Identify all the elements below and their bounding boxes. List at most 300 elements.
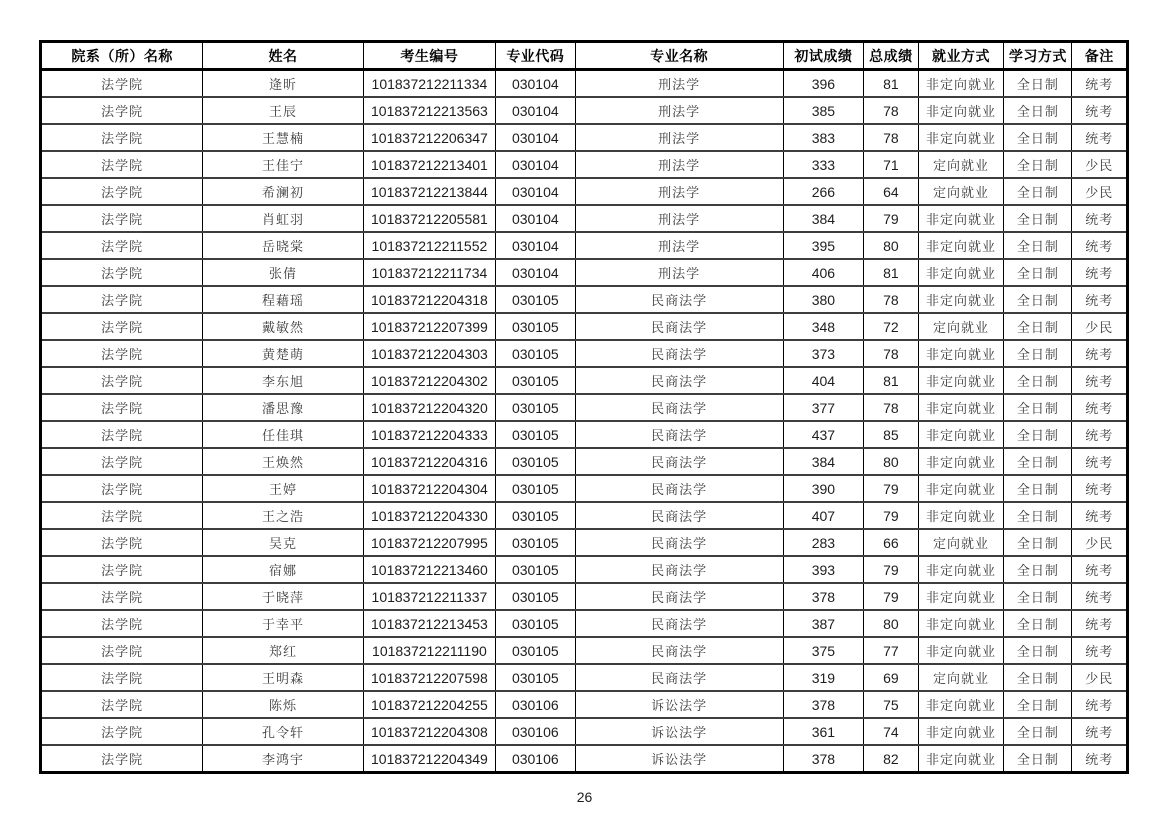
table-cell: 法学院 [41, 367, 203, 394]
table-cell: 非定向就业 [918, 205, 1004, 232]
table-cell: 101837212211190 [363, 637, 495, 664]
table-cell: 统考 [1072, 745, 1128, 773]
table-cell: 法学院 [41, 529, 203, 556]
table-cell: 全日制 [1004, 286, 1072, 313]
table-cell: 全日制 [1004, 637, 1072, 664]
table-cell: 395 [783, 232, 863, 259]
table-cell: 吴克 [203, 529, 363, 556]
table-cell: 全日制 [1004, 664, 1072, 691]
table-cell: 于晓萍 [203, 583, 363, 610]
table-cell: 78 [864, 286, 919, 313]
table-cell: 101837212213563 [363, 97, 495, 124]
table-cell: 王之浩 [203, 502, 363, 529]
table-cell: 法学院 [41, 637, 203, 664]
table-cell: 319 [783, 664, 863, 691]
table-cell: 程藉瑶 [203, 286, 363, 313]
table-cell: 统考 [1072, 124, 1128, 151]
table-cell: 定向就业 [918, 178, 1004, 205]
table-cell: 378 [783, 745, 863, 773]
table-row [41, 151, 1128, 178]
column-header: 总成绩 [864, 42, 919, 70]
header-row [41, 42, 1128, 70]
table-cell: 定向就业 [918, 529, 1004, 556]
table-cell: 全日制 [1004, 583, 1072, 610]
table-cell: 全日制 [1004, 745, 1072, 773]
table-cell: 少民 [1072, 151, 1128, 178]
table-row [41, 745, 1128, 773]
table-cell: 法学院 [41, 178, 203, 205]
table-cell: 81 [864, 70, 919, 98]
column-header: 就业方式 [918, 42, 1004, 70]
table-row [41, 583, 1128, 610]
table-cell: 民商法学 [575, 637, 783, 664]
table-cell: 少民 [1072, 313, 1128, 340]
table-row [41, 502, 1128, 529]
table-cell: 任佳琪 [203, 421, 363, 448]
table-cell: 法学院 [41, 259, 203, 286]
column-header: 学习方式 [1004, 42, 1072, 70]
table-cell: 李鸿宇 [203, 745, 363, 773]
table-cell: 101837212207399 [363, 313, 495, 340]
table-cell: 030105 [496, 313, 575, 340]
table-cell: 定向就业 [918, 151, 1004, 178]
table-cell: 030104 [496, 97, 575, 124]
table-cell: 非定向就业 [918, 259, 1004, 286]
column-header: 初试成绩 [783, 42, 863, 70]
table-cell: 406 [783, 259, 863, 286]
table-cell: 统考 [1072, 97, 1128, 124]
table-cell: 101837212211552 [363, 232, 495, 259]
table-cell: 030104 [496, 178, 575, 205]
table-cell: 101837212213844 [363, 178, 495, 205]
table-row [41, 691, 1128, 718]
table-row [41, 664, 1128, 691]
table-cell: 戴敏然 [203, 313, 363, 340]
table-cell: 定向就业 [918, 664, 1004, 691]
table-cell: 法学院 [41, 664, 203, 691]
table-cell: 非定向就业 [918, 637, 1004, 664]
table-row [41, 448, 1128, 475]
table-cell: 统考 [1072, 259, 1128, 286]
table-cell: 383 [783, 124, 863, 151]
table-cell: 民商法学 [575, 340, 783, 367]
table-cell: 民商法学 [575, 502, 783, 529]
table-cell: 79 [864, 583, 919, 610]
table-cell: 民商法学 [575, 448, 783, 475]
table-cell: 384 [783, 205, 863, 232]
table-cell: 非定向就业 [918, 97, 1004, 124]
table-cell: 民商法学 [575, 529, 783, 556]
table-cell: 101837212204308 [363, 718, 495, 745]
table-cell: 统考 [1072, 286, 1128, 313]
table-cell: 非定向就业 [918, 286, 1004, 313]
table-cell: 101837212213401 [363, 151, 495, 178]
table-cell: 80 [864, 610, 919, 637]
table-row [41, 637, 1128, 664]
table-cell: 肖虹羽 [203, 205, 363, 232]
table-cell: 101837212204330 [363, 502, 495, 529]
table-cell: 384 [783, 448, 863, 475]
table-cell: 法学院 [41, 97, 203, 124]
table-row [41, 178, 1128, 205]
column-header: 专业代码 [496, 42, 575, 70]
table-cell: 诉讼法学 [575, 691, 783, 718]
table-cell: 77 [864, 637, 919, 664]
table-cell: 民商法学 [575, 610, 783, 637]
table-row [41, 70, 1128, 98]
table-cell: 刑法学 [575, 205, 783, 232]
table-cell: 全日制 [1004, 529, 1072, 556]
table-cell: 非定向就业 [918, 475, 1004, 502]
table-cell: 101837212211334 [363, 70, 495, 98]
table-cell: 黄楚萌 [203, 340, 363, 367]
table-cell: 78 [864, 340, 919, 367]
table-cell: 387 [783, 610, 863, 637]
table-cell: 030105 [496, 583, 575, 610]
table-cell: 法学院 [41, 502, 203, 529]
table-cell: 统考 [1072, 340, 1128, 367]
table-cell: 030105 [496, 610, 575, 637]
column-header: 考生编号 [363, 42, 495, 70]
table-cell: 030105 [496, 556, 575, 583]
table-cell: 全日制 [1004, 151, 1072, 178]
table-cell: 全日制 [1004, 367, 1072, 394]
table-cell: 法学院 [41, 556, 203, 583]
table-cell: 030105 [496, 475, 575, 502]
table-cell: 101837212204320 [363, 394, 495, 421]
table-cell: 78 [864, 97, 919, 124]
table-cell: 王辰 [203, 97, 363, 124]
table-cell: 陈烁 [203, 691, 363, 718]
table-cell: 法学院 [41, 286, 203, 313]
table-cell: 李东旭 [203, 367, 363, 394]
table-cell: 378 [783, 691, 863, 718]
table-cell: 全日制 [1004, 124, 1072, 151]
table-cell: 郑红 [203, 637, 363, 664]
table-cell: 377 [783, 394, 863, 421]
table-cell: 378 [783, 583, 863, 610]
table-cell: 71 [864, 151, 919, 178]
table-cell: 全日制 [1004, 178, 1072, 205]
table-cell: 全日制 [1004, 97, 1072, 124]
table-cell: 030105 [496, 664, 575, 691]
table-cell: 张倩 [203, 259, 363, 286]
table-cell: 少民 [1072, 178, 1128, 205]
table-cell: 101837212207995 [363, 529, 495, 556]
table-cell: 少民 [1072, 529, 1128, 556]
table-row [41, 529, 1128, 556]
table-cell: 全日制 [1004, 610, 1072, 637]
table-cell: 法学院 [41, 340, 203, 367]
table-cell: 030105 [496, 421, 575, 448]
column-header: 备注 [1072, 42, 1128, 70]
table-cell: 030105 [496, 367, 575, 394]
table-cell: 266 [783, 178, 863, 205]
table-cell: 非定向就业 [918, 70, 1004, 98]
table-cell: 刑法学 [575, 151, 783, 178]
table-cell: 法学院 [41, 313, 203, 340]
table-cell: 全日制 [1004, 205, 1072, 232]
table-cell: 437 [783, 421, 863, 448]
table-cell: 030106 [496, 718, 575, 745]
table-row [41, 367, 1128, 394]
table-cell: 王佳宁 [203, 151, 363, 178]
table-cell: 101837212204255 [363, 691, 495, 718]
table-cell: 统考 [1072, 232, 1128, 259]
table-cell: 101837212204316 [363, 448, 495, 475]
table-row [41, 340, 1128, 367]
table-cell: 刑法学 [575, 124, 783, 151]
table-cell: 统考 [1072, 205, 1128, 232]
table-cell: 刑法学 [575, 178, 783, 205]
table-cell: 030104 [496, 232, 575, 259]
table-cell: 法学院 [41, 205, 203, 232]
table-cell: 非定向就业 [918, 367, 1004, 394]
table-cell: 79 [864, 556, 919, 583]
table-cell: 非定向就业 [918, 745, 1004, 773]
table-cell: 非定向就业 [918, 394, 1004, 421]
table-cell: 统考 [1072, 367, 1128, 394]
table-cell: 全日制 [1004, 232, 1072, 259]
table-cell: 101837212204333 [363, 421, 495, 448]
table-body [41, 70, 1128, 773]
table-cell: 75 [864, 691, 919, 718]
table-cell: 全日制 [1004, 340, 1072, 367]
table-cell: 396 [783, 70, 863, 98]
table-cell: 101837212204304 [363, 475, 495, 502]
table-cell: 民商法学 [575, 475, 783, 502]
table-cell: 刑法学 [575, 259, 783, 286]
table-cell: 定向就业 [918, 313, 1004, 340]
table-cell: 030106 [496, 745, 575, 773]
table-row [41, 232, 1128, 259]
table-cell: 030105 [496, 448, 575, 475]
table-cell: 全日制 [1004, 718, 1072, 745]
table-row [41, 610, 1128, 637]
table-cell: 民商法学 [575, 367, 783, 394]
table-cell: 民商法学 [575, 286, 783, 313]
table-cell: 030105 [496, 637, 575, 664]
table-cell: 潘思豫 [203, 394, 363, 421]
table-cell: 统考 [1072, 610, 1128, 637]
table-cell: 030104 [496, 151, 575, 178]
table-row [41, 97, 1128, 124]
table-cell: 101837212207598 [363, 664, 495, 691]
table-cell: 统考 [1072, 394, 1128, 421]
table-cell: 101837212213460 [363, 556, 495, 583]
table-cell: 101837212211337 [363, 583, 495, 610]
table-cell: 79 [864, 205, 919, 232]
table-cell: 72 [864, 313, 919, 340]
table-cell: 宿娜 [203, 556, 363, 583]
table-cell: 王婷 [203, 475, 363, 502]
page-number: 26 [576, 789, 593, 805]
table-cell: 385 [783, 97, 863, 124]
table-cell: 民商法学 [575, 556, 783, 583]
table-cell: 民商法学 [575, 313, 783, 340]
table-cell: 101837212204302 [363, 367, 495, 394]
table-cell: 81 [864, 367, 919, 394]
table-cell: 375 [783, 637, 863, 664]
table-cell: 刑法学 [575, 232, 783, 259]
table-cell: 民商法学 [575, 583, 783, 610]
table-cell: 统考 [1072, 583, 1128, 610]
admissions-table [39, 40, 1129, 774]
table-cell: 希澜初 [203, 178, 363, 205]
table-cell: 统考 [1072, 637, 1128, 664]
table-cell: 非定向就业 [918, 502, 1004, 529]
table-cell: 统考 [1072, 502, 1128, 529]
table-cell: 373 [783, 340, 863, 367]
table-cell: 统考 [1072, 448, 1128, 475]
table-cell: 少民 [1072, 664, 1128, 691]
table-cell: 法学院 [41, 124, 203, 151]
table-cell: 030104 [496, 259, 575, 286]
table-cell: 74 [864, 718, 919, 745]
table-row [41, 718, 1128, 745]
table-cell: 全日制 [1004, 259, 1072, 286]
table-header [41, 42, 1128, 70]
table-cell: 030105 [496, 529, 575, 556]
table-cell: 非定向就业 [918, 448, 1004, 475]
table-cell: 78 [864, 394, 919, 421]
table-cell: 390 [783, 475, 863, 502]
table-cell: 王慧楠 [203, 124, 363, 151]
table-row [41, 286, 1128, 313]
table-cell: 岳晓棠 [203, 232, 363, 259]
table-cell: 王明森 [203, 664, 363, 691]
table-cell: 030104 [496, 70, 575, 98]
table-cell: 孔令轩 [203, 718, 363, 745]
table-cell: 全日制 [1004, 502, 1072, 529]
table-row [41, 394, 1128, 421]
table-cell: 王焕然 [203, 448, 363, 475]
table-cell: 刑法学 [575, 97, 783, 124]
table-cell: 非定向就业 [918, 232, 1004, 259]
table-cell: 79 [864, 475, 919, 502]
table-row [41, 475, 1128, 502]
table-cell: 69 [864, 664, 919, 691]
table-cell: 66 [864, 529, 919, 556]
table-cell: 统考 [1072, 556, 1128, 583]
table-cell: 全日制 [1004, 691, 1072, 718]
table-cell: 法学院 [41, 394, 203, 421]
table-cell: 统考 [1072, 421, 1128, 448]
table-cell: 全日制 [1004, 475, 1072, 502]
table-cell: 78 [864, 124, 919, 151]
table-cell: 全日制 [1004, 394, 1072, 421]
table-cell: 于幸平 [203, 610, 363, 637]
table-cell: 101837212204318 [363, 286, 495, 313]
table-cell: 全日制 [1004, 556, 1072, 583]
table-cell: 非定向就业 [918, 124, 1004, 151]
table-cell: 统考 [1072, 70, 1128, 98]
table-cell: 79 [864, 502, 919, 529]
table-cell: 80 [864, 448, 919, 475]
table-cell: 81 [864, 259, 919, 286]
table-cell: 全日制 [1004, 421, 1072, 448]
table-cell: 民商法学 [575, 421, 783, 448]
table-cell: 诉讼法学 [575, 718, 783, 745]
table-cell: 101837212213453 [363, 610, 495, 637]
table-cell: 030105 [496, 502, 575, 529]
table-cell: 全日制 [1004, 313, 1072, 340]
table-cell: 101837212211734 [363, 259, 495, 286]
table-cell: 统考 [1072, 475, 1128, 502]
table-cell: 非定向就业 [918, 610, 1004, 637]
table-cell: 101837212205581 [363, 205, 495, 232]
table-cell: 非定向就业 [918, 421, 1004, 448]
table-cell: 407 [783, 502, 863, 529]
table-cell: 64 [864, 178, 919, 205]
table-cell: 统考 [1072, 691, 1128, 718]
table-cell: 101837212206347 [363, 124, 495, 151]
table-cell: 非定向就业 [918, 583, 1004, 610]
table-cell: 刑法学 [575, 70, 783, 98]
table-cell: 80 [864, 232, 919, 259]
table-cell: 101837212204303 [363, 340, 495, 367]
column-header: 专业名称 [575, 42, 783, 70]
table-cell: 法学院 [41, 745, 203, 773]
table-cell: 85 [864, 421, 919, 448]
table-cell: 404 [783, 367, 863, 394]
table-row [41, 259, 1128, 286]
table-cell: 348 [783, 313, 863, 340]
table-cell: 法学院 [41, 475, 203, 502]
table-cell: 法学院 [41, 70, 203, 98]
table-cell: 333 [783, 151, 863, 178]
table-cell: 全日制 [1004, 70, 1072, 98]
table-cell: 逄昕 [203, 70, 363, 98]
column-header: 院系（所）名称 [41, 42, 203, 70]
table-row [41, 205, 1128, 232]
table-cell: 393 [783, 556, 863, 583]
table-row [41, 313, 1128, 340]
table-cell: 法学院 [41, 691, 203, 718]
table-cell: 030104 [496, 205, 575, 232]
table-cell: 全日制 [1004, 448, 1072, 475]
table-cell: 361 [783, 718, 863, 745]
table-cell: 统考 [1072, 718, 1128, 745]
table-row [41, 421, 1128, 448]
table-cell: 非定向就业 [918, 691, 1004, 718]
column-header: 姓名 [203, 42, 363, 70]
table-cell: 法学院 [41, 610, 203, 637]
table-cell: 法学院 [41, 421, 203, 448]
table-cell: 诉讼法学 [575, 745, 783, 773]
table-cell: 283 [783, 529, 863, 556]
table-cell: 82 [864, 745, 919, 773]
table-cell: 030105 [496, 340, 575, 367]
table-cell: 030104 [496, 124, 575, 151]
table-cell: 101837212204349 [363, 745, 495, 773]
table-cell: 民商法学 [575, 664, 783, 691]
table-cell: 380 [783, 286, 863, 313]
table-cell: 非定向就业 [918, 340, 1004, 367]
table-cell: 法学院 [41, 583, 203, 610]
table-cell: 030106 [496, 691, 575, 718]
table-cell: 非定向就业 [918, 718, 1004, 745]
table-cell: 法学院 [41, 151, 203, 178]
table-cell: 030105 [496, 286, 575, 313]
table-cell: 法学院 [41, 448, 203, 475]
table-cell: 030105 [496, 394, 575, 421]
table-cell: 非定向就业 [918, 556, 1004, 583]
table-row [41, 556, 1128, 583]
table-cell: 法学院 [41, 718, 203, 745]
table-cell: 民商法学 [575, 394, 783, 421]
table-row [41, 124, 1128, 151]
